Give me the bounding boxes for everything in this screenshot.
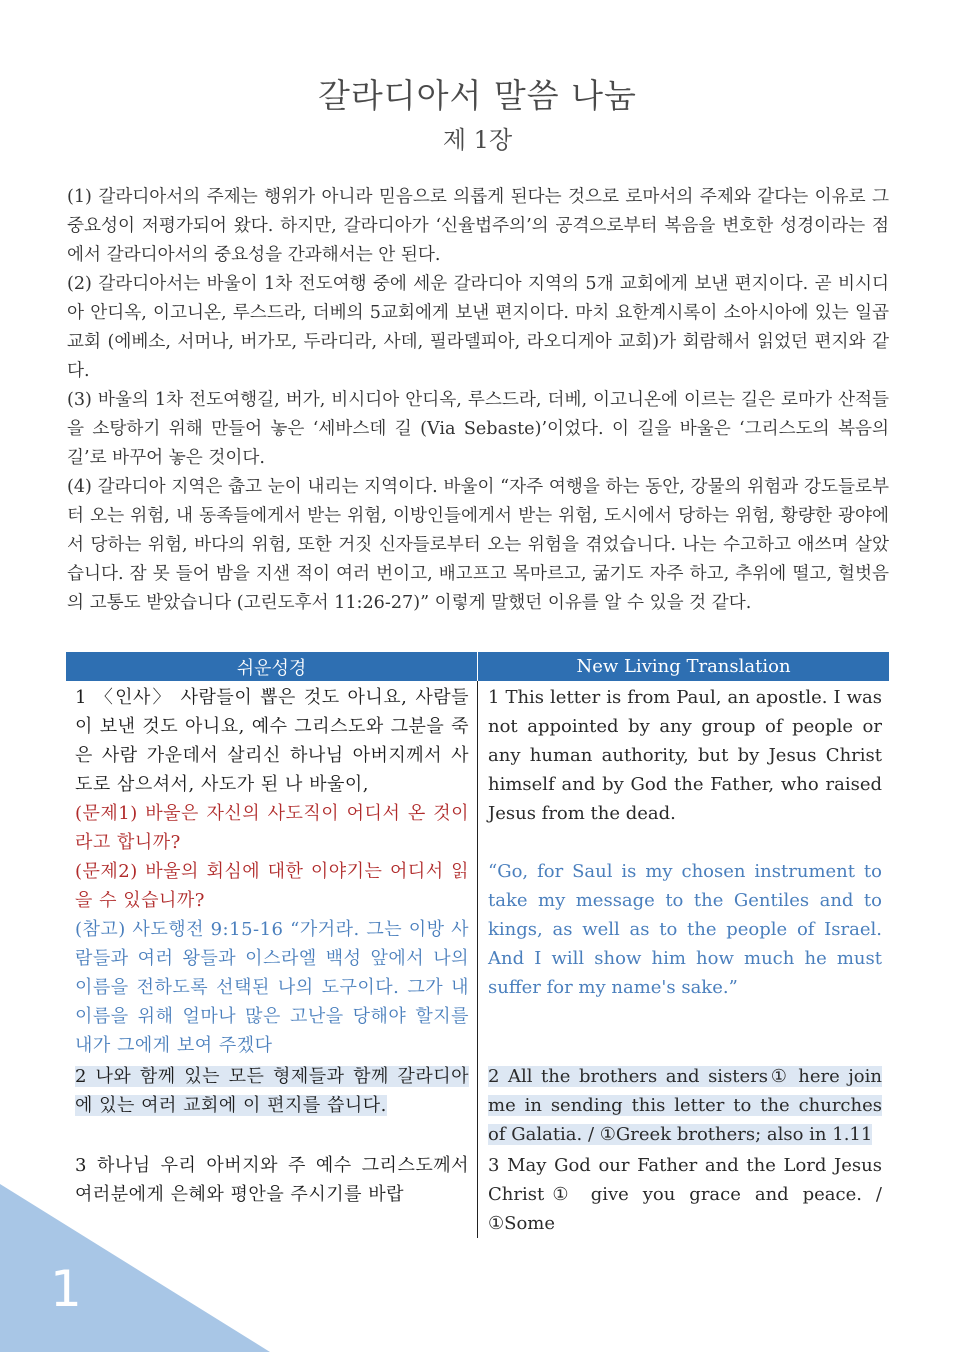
korean-verse-3: 3 하나님 우리 아버지와 주 예수 그리스도께서 여러분에게 은혜와 평안을 주시기를 바랍 xyxy=(75,1155,469,1205)
korean-cell xyxy=(66,681,478,1060)
page-title: 갈라디아서 말씀 나눔 xyxy=(318,76,637,115)
question-1: (문제1) 바울은 자신의 사도직이 어디서 온 것이라고 합니까? xyxy=(75,803,469,853)
question-2: (문제2) 바울의 회심에 대한 이야기는 어디서 읽을 수 있습니까? xyxy=(75,861,469,911)
table-row xyxy=(66,1149,889,1238)
column-header-english: New Living Translation xyxy=(478,652,890,681)
english-cell xyxy=(478,1149,890,1238)
korean-cell xyxy=(66,1149,478,1238)
korean-verse-1: 1 〈인사〉 사람들이 뽑은 것도 아니요, 사람들이 보낸 것도 아니요, 예수 그리스도와 그분을 죽은 사람 가운데서 살리신 하나님 아버지께서 사도로 삼으셔서, 사도가 된 나 바울이, xyxy=(75,687,469,795)
intro-paragraph-4: (4) 갈라디아 지역은 춥고 눈이 내리는 지역이다. 바울이 “자주 여행을 하는 동안, 강물의 위험과 강도들로부터 오는 위험, 내 동족들에게서 받는 위험, 이방인들에게서 받는 위험, 도시에서 당하는 위험, 황량한 광야에서 당하는 위험, 바다의 위험, 또한 거짓 신자들로부터 오는 위험을 겪었습니다. 나는 수고하고 애쓰며 살았습니다. 잠 못 들어 밤을 지샌 적이 여러 번이고, 배고프고 목마르고, 굶기도 자주 하고, 추위에 떨고, 헐벗음의 고통도 받았습니다 (고린도후서 11:26-27)” 이렇게 말했던 이유를 알 수 있을 것 같다. xyxy=(67,477,889,613)
parallel-bible-table xyxy=(66,652,889,1238)
english-reference-quote: “Go, for Saul is my chosen instrument to take my message to the Gentiles and to kings, as well as to the people of Israel. And I will show him how much he must suffer for my name's sake.” xyxy=(488,861,882,998)
reference-note: (참고) 사도행전 9:15-16 “가거라. 그는 이방 사람들과 여러 왕들과 이스라엘 백성 앞에서 나의 이름을 전하도록 선택된 나의 도구이다. 그가 내 이름을 위해 얼마나 많은 고난을 당해야 할지를 내가 그에게 보여 주겠다 xyxy=(75,919,469,1056)
english-cell xyxy=(478,1060,890,1149)
korean-verse-2: 2 나와 함께 있는 모든 형제들과 함께 갈라디아에 있는 여러 교회에 이 편지를 씁니다. xyxy=(75,1066,469,1116)
english-verse-3: 3 May God our Father and the Lord Jesus Christ① give you grace and peace. / ①Some xyxy=(488,1155,882,1234)
english-verse-1: 1 This letter is from Paul, an apostle. I was not appointed by any group of people or any human authority, but by Jesus Christ himself and by God the Father, who raised Jesus from the dead. xyxy=(488,687,882,824)
intro-section xyxy=(67,183,889,618)
column-header-korean: 쉬운성경 xyxy=(66,652,478,681)
page-number: 1 xyxy=(50,1260,82,1318)
intro-paragraph-2: (2) 갈라디아서는 바울이 1차 전도여행 중에 세운 갈라디아 지역의 5개 교회에게 보낸 편지이다. 곧 비시디아 안디옥, 이고니온, 루스드라, 더베의 5교회에게 보낸 편지이다. 마치 요한계시록이 소아시아에 있는 일곱 교회 (에베소, 서머나, 버가모, 두라디라, 사데, 필라델피아, 라오디게아 교회)가 회람해서 읽었던 편지와 같다. xyxy=(67,274,889,381)
table-header-row xyxy=(66,652,889,681)
english-verse-2: 2 All the brothers and sisters① here join me in sending this letter to the churches of Galatia. / ①Greek brothers; also in 1.11 xyxy=(488,1066,882,1145)
chapter-heading: 제 1장 xyxy=(442,126,513,154)
korean-cell xyxy=(66,1060,478,1149)
english-cell xyxy=(478,681,890,1060)
intro-paragraph-3: (3) 바울의 1차 전도여행길, 버가, 비시디아 안디옥, 루스드라, 더베, 이고니온에 이르는 길은 로마가 산적들을 소탕하기 위해 만들어 놓은 ‘세바스데 길 (Via Sebaste)’이었다. 이 길을 바울은 ‘그리스도의 복음의 길’로 바꾸어 놓은 것이다. xyxy=(67,390,889,468)
table-row xyxy=(66,1060,889,1149)
intro-paragraph-1: (1) 갈라디아서의 주제는 행위가 아니라 믿음으로 의롭게 된다는 것으로 로마서의 주제와 같다는 이유로 그 중요성이 저평가되어 왔다. 하지만, 갈라디아가 ‘신율법주의’의 공격으로부터 복음을 변호한 성경이라는 점에서 갈라디아서의 중요성을 간과해서는 안 된다. xyxy=(67,187,889,265)
table-row xyxy=(66,681,889,1060)
